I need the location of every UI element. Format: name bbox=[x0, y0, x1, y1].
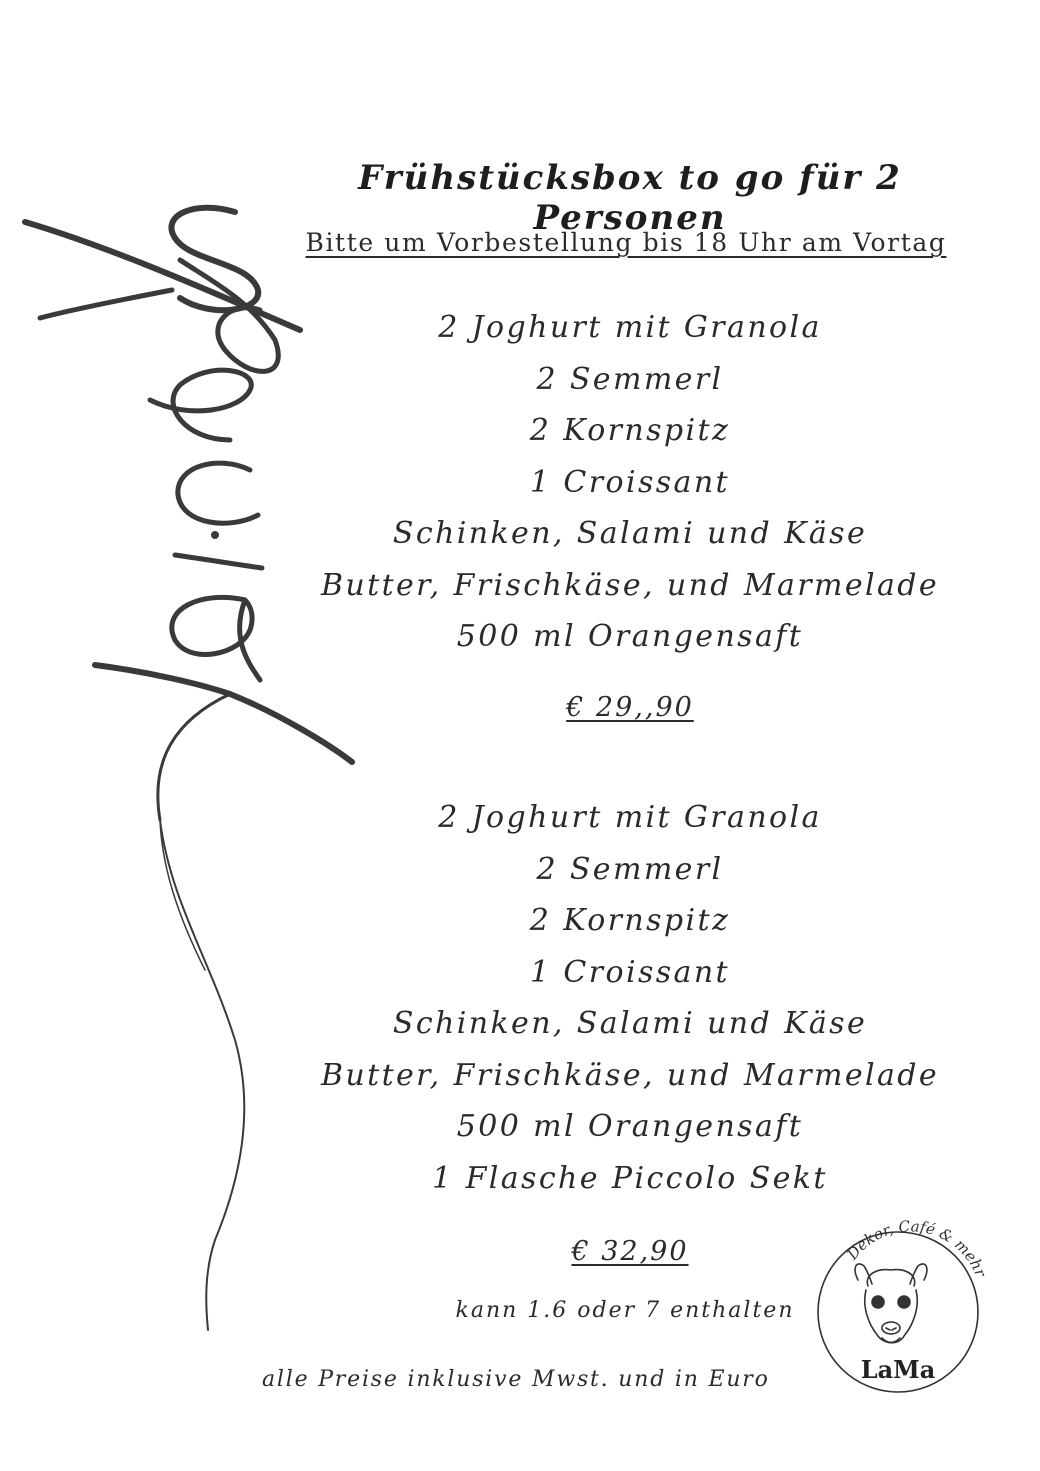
list-item: 1 Croissant bbox=[529, 954, 731, 990]
box-title: Frühstücksbox to go für 2 Personen bbox=[358, 158, 902, 238]
list-item: Butter, Frischkäse, und Marmelade bbox=[320, 567, 940, 603]
list-item: 2 Semmerl bbox=[536, 361, 724, 397]
list-item: 500 ml Orangensaft bbox=[456, 1109, 804, 1144]
box1-item-list bbox=[300, 302, 960, 663]
logo-name: LaMa bbox=[860, 1355, 936, 1384]
box2-item-list bbox=[300, 792, 960, 1204]
list-item: 2 Kornspitz bbox=[529, 903, 731, 938]
allergen-note: kann 1.6 oder 7 enthalten bbox=[455, 1298, 795, 1323]
list-item: 2 Joghurt mit Granola bbox=[438, 310, 822, 345]
preorder-notice: Bitte um Vorbestellung bis 18 Uhr am Vortag bbox=[305, 228, 947, 257]
list-item: Schinken, Salami und Käse bbox=[392, 1006, 868, 1041]
box1-price: € 29,,90 bbox=[566, 692, 694, 723]
lama-logo bbox=[806, 1216, 990, 1400]
list-item: Butter, Frischkäse, und Marmelade bbox=[320, 1057, 940, 1093]
svg-text:Dekor, Café & mehr bbox=[843, 1217, 990, 1280]
logo-tagline: Dekor, Café & mehr bbox=[843, 1217, 990, 1280]
footer-note: alle Preise inklusive Mwst. und in Euro bbox=[262, 1367, 770, 1392]
box2-price: € 32,90 bbox=[571, 1236, 689, 1267]
list-item: 500 ml Orangensaft bbox=[456, 619, 804, 654]
list-item: 2 Semmerl bbox=[536, 851, 724, 887]
list-item: 2 Kornspitz bbox=[529, 413, 731, 448]
list-item: 1 Flasche Piccolo Sekt bbox=[432, 1160, 828, 1196]
list-item: 1 Croissant bbox=[529, 464, 731, 500]
list-item: 2 Joghurt mit Granola bbox=[438, 800, 822, 835]
list-item: Schinken, Salami und Käse bbox=[392, 516, 868, 551]
